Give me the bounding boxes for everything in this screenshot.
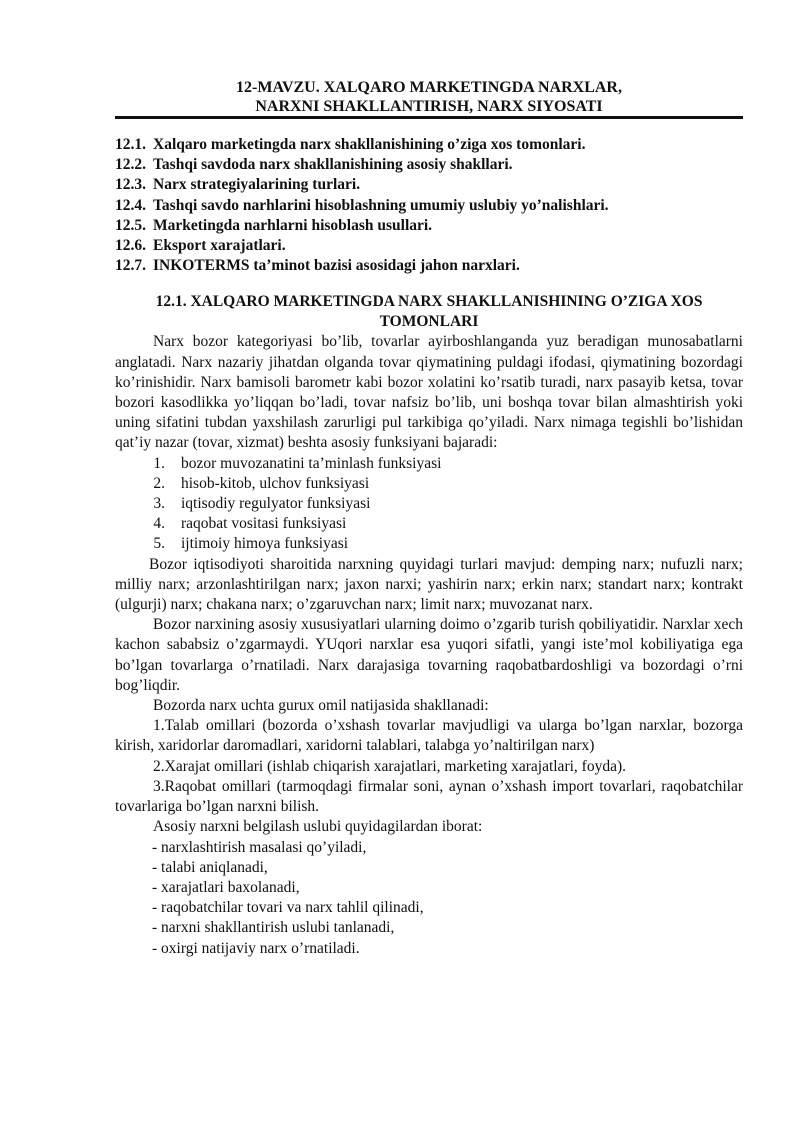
paragraph-demand-factors: 1.Talab omillari (bozorda o’xshash tovarlar mavjudligi va ularga bo’lgan narxlar, bozorga kirish, xaridorlar daromadlari, xaridorni talablari, talabga yo’naltirilgan narx) [115,717,743,755]
toc-item [115,155,743,175]
toc-text: Narx strategiyalarining turlari. [153,176,361,194]
topic-title-line-1: 12-MAVZU. XALQARO MARKETINGDA NARXLAR, [236,79,622,96]
list-number: 1. [153,454,165,472]
toc-item [115,196,743,216]
paragraph-competition-factors: 3.Raqobat omillari (tarmoqdagi firmalar soni, aynan o’xshash import tovarlari, raqobatchilar tovarlariga bo’lgan narxni bilish. [115,777,743,816]
paragraph-method-intro: Asosiy narxni belgilash uslubi quyidagilardan iborat: [153,818,483,836]
list-item: - xarajatlari baxolanadi, [152,878,300,896]
topic-title [115,78,743,116]
section-heading-line-1: 12.1. XALQARO MARKETINGDA NARX SHAKLLANISHINING O’ZIGA XOS [155,293,703,311]
list-text: raqobat vositasi funksiyasi [181,515,347,533]
list-number: 4. [153,515,165,533]
list-text: hisob-kitob, ulchov funksiyasi [181,474,370,492]
paragraph-intro: Narx bozor kategoriyasi bo’lib, tovarlar ayirboshlanganda yuz beradigan munosabatlarni anglatadi. Narx nazariy jihatdan olganda tovar qiymatining puldagi ifodasi, qiymatining bozordagi ko’rinishidir. Narx bamisoli barometr kabi bozor xolatini ko’rsatib turadi, narx pasayib ketsa, tovar bozori kasodlikka yo’liqqan bo’ladi, tovar nafsiz bo’lib, uni boshqa tovar bilan almashtirish yoki uning sifatini tubdan yaxshilash zarurligi pul tarkibiga qo’yiladi. Narx nimaga tegishli bo’lishidan qat’iy nazar (tovar, xizmat) beshta asosiy funksiyani bajaradi: [115,333,743,452]
toc-text: INKOTERMS ta’minot bazisi asosidagi jahon narxlari. [153,257,520,275]
list-item: - talabi aniqlanadi, [152,858,268,876]
paragraph-price-types: Bozor iqtisodiyoti sharoitida narxning quyidagi turlari mavjud: demping narx; nufuzli narx; milliy narx; arzonlashtirilgan narx; jaxon narxi; yashirin narx; erkin narx; standart narx; kontrakt (ulgurji) narx; chakana narx; o’zgaruvchan narx; limit narx; muvozanat narx. [115,555,743,614]
title-underline [115,116,743,119]
table-of-contents [115,135,743,276]
toc-item [115,216,743,236]
list-item [115,514,743,534]
toc-number: 12.2. [115,156,146,174]
list-item: - narxni shakllantirish uslubi tanlanadi, [152,919,395,937]
toc-number: 12.1. [115,136,146,153]
toc-number: 12.5. [115,216,146,234]
document-page [115,78,743,959]
toc-number: 12.6. [115,237,146,255]
list-text: iqtisodiy regulyator funksiyasi [181,495,371,513]
toc-text: Tashqi savdo narhlarini hisoblashning umumiy uslubiy yo’nalishlari. [153,196,609,214]
method-steps-list [115,838,743,959]
toc-item [115,236,743,256]
list-item [115,494,743,514]
toc-text: Marketingda narhlarni hisoblash usullari. [153,216,433,234]
list-item [115,534,743,554]
toc-text: Xalqaro marketingda narx shakllanishining o’ziga xos tomonlari. [153,136,586,153]
toc-number: 12.7. [115,257,146,275]
list-text: ijtimoiy himoya funksiyasi [181,535,349,553]
functions-list [115,454,743,555]
list-item: - oxirgi natijaviy narx o’rnatiladi. [152,939,360,957]
list-text: bozor muvozanatini ta’minlash funksiyasi [181,454,442,472]
toc-text: Eksport xarajatlari. [153,237,286,255]
list-item: - raqobatchilar tovari va narx tahlil qilinadi, [152,899,424,917]
topic-title-line-2: NARXNI SHAKLLANTIRISH, NARX SIYOSATI [255,98,603,115]
list-item: - narxlashtirish masalasi qo’yiladi, [152,838,367,856]
list-item [115,474,743,494]
section-heading-line-2: TOMONLARI [379,313,479,331]
list-number: 2. [153,474,165,492]
toc-number: 12.3. [115,176,146,194]
toc-number: 12.4. [115,196,146,214]
list-number: 5. [153,535,165,553]
toc-item [115,256,743,276]
toc-item [115,135,743,155]
paragraph-market-price: Bozor narxining asosiy xususiyatlari ularning doimo o’zgarib turish qobiliyatidir. Narxlar xech kachon sababsiz o’zgarmaydi. YUqori narxlar esa yuqori sifatli, yangi iste’mol kobiliyatiga ega bo’lgan tovarlarga o’rnatiladi. Narx darajasiga tovarning raqobatbardoshligi va bozordagi o’rni bog’liqdir. [115,616,743,694]
paragraph-cost-factors: 2.Xarajat omillari (ishlab chiqarish xarajatlari, marketing xarajatlari, foyda). [153,757,626,775]
list-number: 3. [153,495,165,513]
toc-text: Tashqi savdoda narx shakllanishining asosiy shakllari. [153,156,513,174]
paragraph-factor-groups: Bozorda narx uchta gurux omil natijasida shakllanadi: [153,697,489,715]
toc-item [115,175,743,195]
section-heading [115,292,743,332]
list-item [115,454,743,474]
